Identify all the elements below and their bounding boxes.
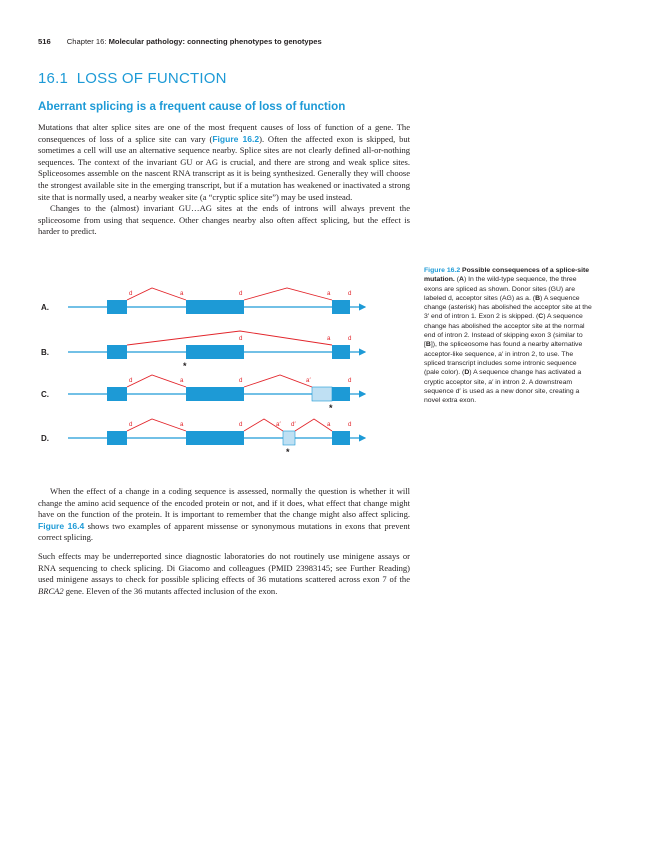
site-d: d	[129, 377, 133, 384]
chapter-number: Chapter 16:	[66, 37, 107, 46]
row-label-a: A.	[41, 303, 49, 312]
row-label-b: B.	[41, 348, 49, 357]
exon-2	[186, 345, 244, 359]
splice-skip	[127, 331, 332, 345]
site-d: d	[348, 377, 352, 384]
row-d	[41, 419, 365, 457]
site-a: a	[327, 421, 331, 428]
retained-intron	[312, 387, 332, 401]
site-d-prime: d′	[291, 421, 296, 428]
row-label-d: D.	[41, 434, 49, 443]
paragraph-2: Changes to the (almost) invariant GU…AG sites at the ends of introns will always prevent the spliceosome from using that sequence. Other changes nearby also often affect splicing, but the effect is harder to predict.	[38, 203, 410, 237]
exon-1	[107, 300, 127, 314]
figure-16-4-link[interactable]: Figure 16.4	[38, 520, 85, 531]
row-label-c: C.	[41, 390, 49, 399]
body-text-bottom	[38, 486, 410, 597]
site-a: a	[180, 290, 184, 297]
site-d: d	[129, 421, 133, 428]
site-a: a	[327, 335, 331, 342]
splice-1	[127, 375, 186, 387]
exon-3	[332, 300, 350, 314]
exon-1	[107, 431, 127, 445]
exon-2	[186, 431, 244, 445]
subheading: Aberrant splicing is a frequent cause of loss of function	[38, 100, 346, 113]
figure-16-2-link[interactable]: Figure 16.2	[212, 133, 260, 144]
site-a: a	[327, 290, 331, 297]
section-name: LOSS OF FUNCTION	[76, 70, 227, 87]
row-a	[41, 288, 365, 314]
row-c	[41, 375, 365, 413]
paragraph-1: Mutations that alter splice sites are one of the most frequent causes of loss of function of a gene. The consequences of loss of a splice site can vary (Figure 16.2). Often the affected exon is skipped, but sometimes a cell will use an alternative sequence nearby. Splice sites are not clearly defined all-or-nothing sequences. The context of the invariant GU or AG is crucial, and there are strong and weak splice sites. Spliceosomes assemble on the nascent RNA transcript as it is being synthesized. Generally they will choose the strongest available site in the emerging transcript, but if a mutation has weakened or inactivated a strong site that is normally used, a nearby weaker site (a “cryptic splice site”) may be used instead.	[38, 122, 410, 202]
site-a: a	[180, 421, 184, 428]
site-d: d	[239, 421, 243, 428]
running-head	[38, 37, 322, 46]
gene-name: BRCA2	[38, 585, 64, 596]
paragraph-4: Such effects may be underreported since diagnostic laboratories do not routinely use minigene assays or RNA sequencing to check splicing. Di Giacomo and colleagues (PMID 23983145; see Further Reading) used minigene assays to check for possible splicing effects of 36 mutations scattered across exon 7 of the BRCA2 gene. Eleven of the 36 mutants affected inclusion of the exon.	[38, 550, 410, 596]
exon-2	[186, 387, 244, 401]
exon-3	[332, 431, 350, 445]
mutation-asterisk: *	[183, 361, 187, 371]
row-b	[41, 331, 365, 371]
section-number: 16.1	[38, 70, 68, 87]
body-text-top	[38, 122, 410, 238]
caption-title: Possible consequences of a splice-site mutation.	[424, 267, 590, 284]
site-d: d	[239, 335, 243, 342]
site-a: a	[180, 377, 184, 384]
caption-label: Figure 16.2	[424, 267, 461, 274]
mutation-asterisk: *	[286, 447, 290, 457]
site-a-prime: a′	[276, 421, 281, 428]
site-d: d	[348, 335, 352, 342]
site-d: d	[348, 421, 352, 428]
exon-2	[186, 300, 244, 314]
paragraph-3: When the effect of a change in a coding sequence is assessed, normally the question is whether it will change the amino acid sequence of the encoded protein or not, and if it does, what effect that change might have on the function of the protein. It is important to remember that the change might also affect splicing. Figure 16.4 shows two examples of apparent missense or synonymous mutations in exons that prevent correct splicing.	[38, 486, 410, 543]
exon-1	[107, 387, 127, 401]
splice-1	[127, 288, 186, 300]
exon-3	[332, 345, 350, 359]
page-number: 516	[38, 37, 51, 46]
chapter-title: Molecular pathology: connecting phenotypes to genotypes	[108, 37, 322, 46]
site-d: d	[239, 290, 243, 297]
splice-2	[244, 288, 332, 300]
site-d: d	[348, 290, 352, 297]
site-a-prime: a′	[306, 377, 311, 384]
splice-1	[127, 419, 186, 431]
mutation-asterisk: *	[329, 403, 333, 413]
site-d: d	[129, 290, 133, 297]
exon-1	[107, 345, 127, 359]
exon-3	[332, 387, 350, 401]
section-title	[38, 70, 227, 87]
splice-cryptic	[244, 375, 312, 387]
figure-caption: Figure 16.2 Possible consequences of a splice-site mutation. (A) In the wild-type sequence, the three exons are spliced as shown. Donor sites (GU) are labeled d, acceptor sites (AG) as a. (B) A sequence change (asterisk) has abolished the acceptor site at the 3′ end of intron 1. Exon 2 is skipped. (C) A sequence change has abolished the acceptor site at the normal end of intron 2. Instead of skipping exon 3 (similar to [B]), the spliceosome has found a nearby alternative acceptor-like sequence, a′ in intron 2, to use. The spliced transcript includes some intronic sequence (pale color). (D) A sequence change has activated a cryptic acceptor site, a′ in intron 2. A downstream sequence d′ is used as a new donor site, creating a novel extra exon.	[424, 267, 592, 405]
novel-exon	[283, 431, 295, 445]
splicing-diagram	[30, 275, 410, 465]
site-d: d	[239, 377, 243, 384]
